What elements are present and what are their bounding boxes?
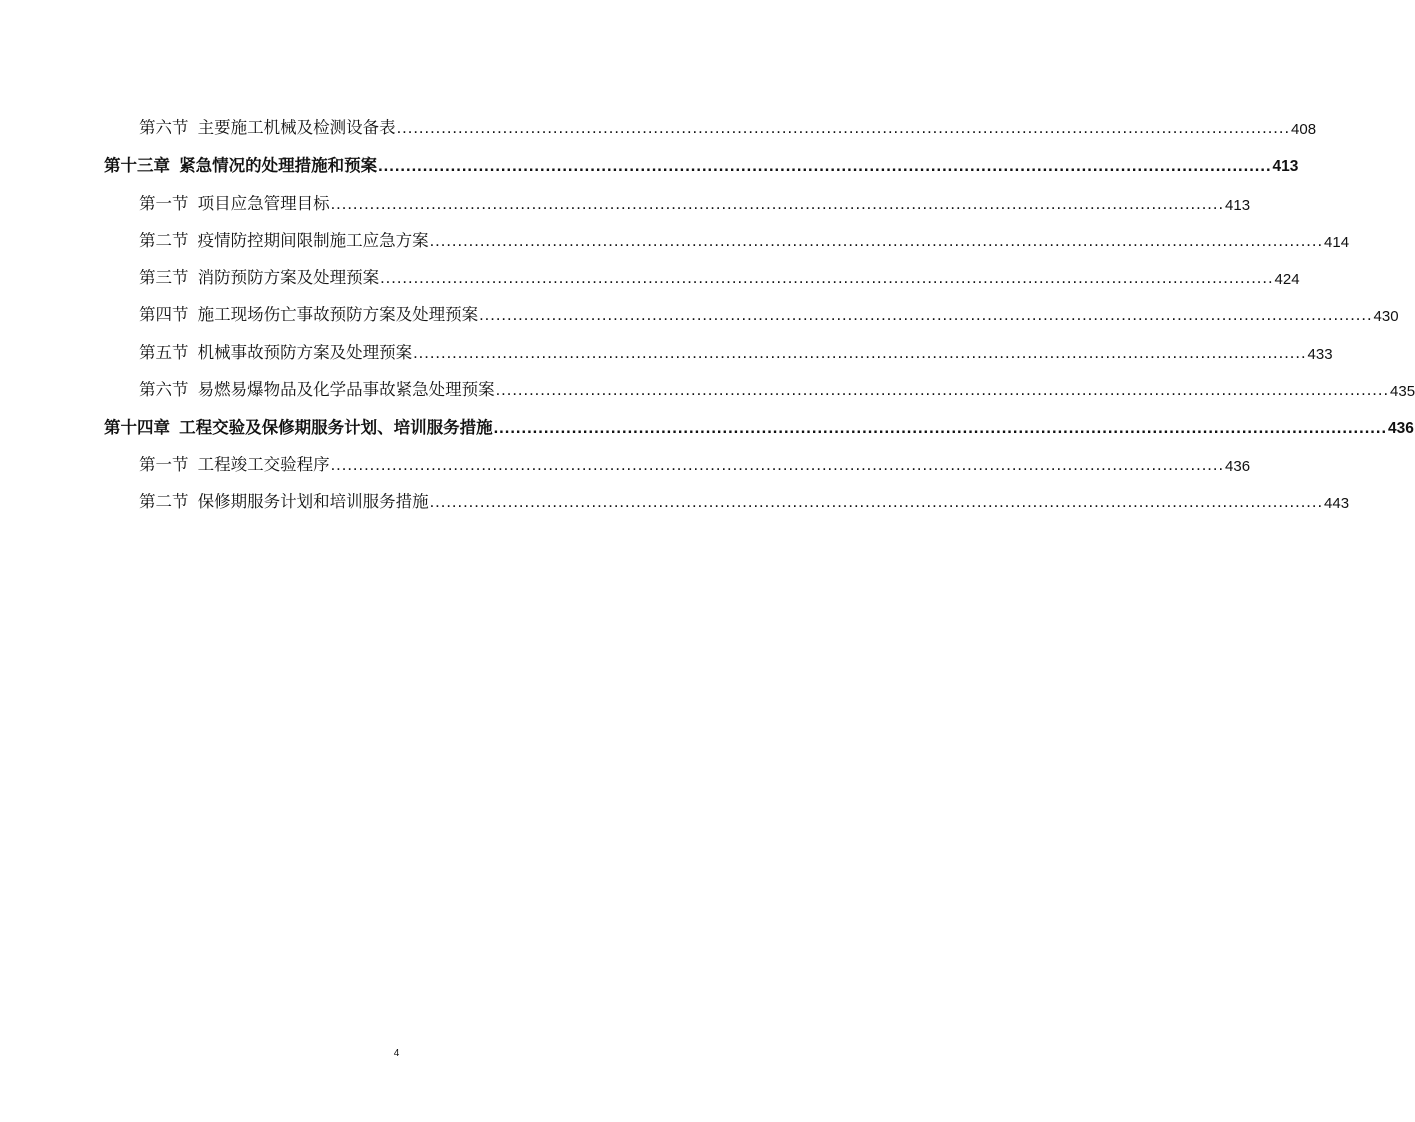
- toc-entry[interactable]: [139, 188, 1251, 214]
- leader-dots: ................................................................................................................................................................: [330, 195, 1225, 213]
- toc-entry[interactable]: [139, 262, 1300, 288]
- toc-entry-number: 第十三章: [104, 156, 170, 175]
- toc-entry-number: 第二节: [139, 231, 189, 250]
- leader-dots: ................................................................................................................................................................: [330, 456, 1225, 474]
- toc-entry-title: 易燃易爆物品及化学品事故紧急处理预案: [197, 380, 495, 399]
- leader-dots: ................................................................................................................................................................: [380, 269, 1274, 287]
- toc-entry-page: 436: [1225, 458, 1251, 475]
- leader-dots: ................................................................................................................................................................: [429, 232, 1324, 250]
- toc-entry-number: 第四节: [139, 305, 189, 324]
- toc-entry-number: 第一节: [139, 455, 189, 474]
- toc-chapter-entry[interactable]: [104, 412, 1414, 438]
- leader-dots: ................................................................................................................................................................: [413, 344, 1307, 362]
- toc-entry-title: 保修期服务计划和培训服务措施: [197, 492, 429, 511]
- toc-entry-number: 第三节: [139, 268, 189, 287]
- toc-entry-page: 430: [1373, 308, 1399, 325]
- toc-entry-title: 主要施工机械及检测设备表: [197, 118, 396, 137]
- toc-entry-title: 项目应急管理目标: [197, 194, 330, 213]
- leader-dots: ................................................................................................................................................................: [479, 306, 1373, 324]
- leader-dots: ................................................................................................................................................................: [429, 493, 1324, 511]
- toc-entry-page: 414: [1324, 234, 1350, 251]
- toc-entry[interactable]: [139, 112, 1317, 138]
- toc-entry[interactable]: [139, 225, 1350, 251]
- toc-entry-page: 424: [1274, 271, 1300, 288]
- toc-entry-page: 413: [1272, 158, 1299, 175]
- toc-entry-title: 疫情防控期间限制施工应急方案: [197, 231, 429, 250]
- leader-dots: ................................................................................................................................................................: [396, 119, 1291, 137]
- toc-entry-number: 第二节: [139, 492, 189, 511]
- toc-entry-page: 413: [1225, 197, 1251, 214]
- leader-dots: ................................................................................................................................................................: [493, 419, 1388, 437]
- toc-entry[interactable]: [139, 299, 1399, 325]
- toc-entry-title: 紧急情况的处理措施和预案: [179, 156, 378, 175]
- toc-entry-title: 工程竣工交验程序: [197, 455, 330, 474]
- leader-dots: ................................................................................................................................................................: [378, 157, 1272, 175]
- toc-entry[interactable]: [139, 449, 1251, 475]
- toc-entry-number: 第五节: [139, 343, 189, 362]
- leader-dots: ................................................................................................................................................................: [495, 381, 1390, 399]
- toc-entry[interactable]: [139, 337, 1333, 363]
- toc-entry-number: 第六节: [139, 118, 189, 137]
- toc-entry-page: 435: [1390, 383, 1415, 400]
- toc-entry-page: 408: [1291, 121, 1317, 138]
- toc-entry[interactable]: [139, 486, 1350, 512]
- toc-entry-page: 443: [1324, 495, 1350, 512]
- toc-entry-title: 消防预防方案及处理预案: [197, 268, 380, 287]
- toc-entry-number: 第六节: [139, 380, 189, 399]
- toc-entry-title: 机械事故预防方案及处理预案: [197, 343, 413, 362]
- toc-entry-number: 第十四章: [104, 418, 170, 437]
- toc-entry-page: 433: [1307, 346, 1333, 363]
- toc-entry-title: 工程交验及保修期服务计划、培训服务措施: [179, 418, 493, 437]
- toc-chapter-entry[interactable]: [104, 150, 1299, 176]
- toc-entry[interactable]: [139, 374, 1415, 400]
- page-number: 4: [393, 1048, 400, 1059]
- toc-entry-number: 第一节: [139, 194, 189, 213]
- toc-entry-title: 施工现场伤亡事故预防方案及处理预案: [197, 305, 479, 324]
- toc-entry-page: 436: [1388, 420, 1414, 437]
